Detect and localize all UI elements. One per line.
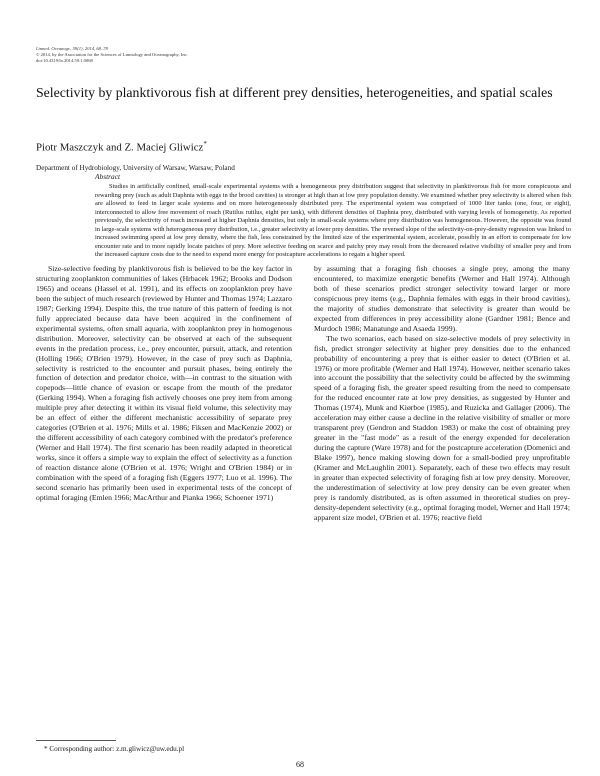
author-line [36,140,207,154]
body-paragraph: The two scenarios, each based on size-selective models of prey selectivity in fish, predict stronger selectivity at higher prey densities due to the enhanced probability of encountering a prey that is either easier to detect (O'Brien et al. 1976) or more profitable (Werner and Hall 1974). However, neither scenario takes into account the possibility that the selectivity could be affected by the swimming speed of a foraging fish, the greater speed resulting from the need to compensate for the reduced encounter rate at low prey densities, as suggested by Hunter and Thomas (1974), Munk and Kiørboe (1985), and Ruzicka and Gallager (2006). The acceleration may either cause a decline in the relative visibility of smaller or more transparent prey (Gendron and Staddon 1983) or make the cost of obtaining prey greater in the "fast mode" as a result of the energy expended for deceleration during the capture (Ware 1978) and for the postcapture acceleration (Domenici and Blake 1997), hence making slowing down for a small-bodied prey unprofitable (Kramer and McLaughlin 2001). Separately, each of these two effects may result in greater than expected selectivity of foraging fish at low prey density. Moreover, the underestimation of selectivity at low prey density can be even greater when prey is randomly distributed, as is often assumed in theoretical studies on prey-density-dependent selectivity (e.g., optimal foraging model, Werner and Hall 1974; apparent size model, O'Brien et al. 1976; reactive field [314,333,570,522]
article-title: Selectivity by planktivorous fish at different prey densities, heterogeneities, and spatial scales [36,85,553,100]
journal-header [36,46,336,64]
copyright-line: © 2014, by the Association for the Sciences of Limnology and Oceanography, Inc. [36,52,188,57]
journal-citation: Limnol. Oceanogr., 59(1), 2014, 68–78 [36,46,108,51]
body-column-left [36,264,292,503]
corresponding-author-footnote: * Corresponding author: z.m.gliwicz@uw.edu.pl [44,745,185,753]
abstract-text: Studies in artificially confined, small-scale experimental systems with a homogeneous prey distribution suggest that selectivity in planktivorous fish for more conspicuous and rewarding prey (such as adult Daphnia with eggs in the brood cavities) is stronger at high than at low prey population density. We examined whether prey selectivity is altered when fish are allowed to feed in larger scale systems and on more heterogeneously distributed prey. The experimental system was comprised of 1000 liter tanks (one, four, or eight), interconnected to allow free movement of roach (Rutilus rutilus, eight per tank), with different densities of Daphnia prey, distributed with varying levels of homogeneity. As reported previously, the selectivity of roach increased at higher Daphnia densities, but only in small-scale systems where prey distribution was homogeneous. However, the opposite was found in large-scale systems with heterogeneous prey distribution, i.e., greater selectivity at lower prey densities. The reversed slope of the selectivity-on-prey-density regression was linked to increased swimming speed at low prey density, where the fish, less constrained by the limited size of the experimental system, accelerate, possibly in an effort to compensate for low encounter rate and to more rapidly locate patches of prey. More selective feeding on scarce and patchy prey may result from the decreased relative visibility of smaller prey and from the increased capture costs due to the need to expend more energy for postcapture accelerations to regain a higher speed. [95,183,571,259]
body-paragraph: by assuming that a foraging fish chooses a single prey, among the many encountered, to maximize energetic benefits (Werner and Hall 1974). Although both of these scenarios predict stronger selectivity toward larger or more conspicuous prey items (e.g., Daphnia females with eggs in their brood cavities), the majority of studies demonstrate that selectivity is greater than would be expected from differences in prey accessibility alone (Gardner 1981; Bence and Murdoch 1986; Manatunge and Asaeda 1999). [314,264,570,333]
body-column-right [314,264,570,523]
footnote-divider [36,740,116,741]
doi-line: doi:10.4319/lo.2014.59.1.0068 [36,58,93,63]
author-affiliation: Department of Hydrobiology, University of Warsaw, Warsaw, Poland [36,164,235,172]
body-paragraph: Size-selective feeding by planktivorous fish is believed to be the key factor in structuring zooplankton communities of lakes (Hrbacek 1962; Brooks and Dodson 1965) and oceans (Hassel et al. 1991), and its effects on zooplankton prey have been the subject of much research (reviewed by Hunter and Thomas 1974; Lazzaro 1987; Gerking 1994). Despite this, the true nature of this pattern of feeding is not fully appreciated because data have been acquired in the confinement of experimental systems, often small aquaria, with zooplankton prey in homogenous distribution. Moreover, selectivity can be observed at each of the subsequent events in the predation process, i.e., prey encounter, pursuit, attack, and retention (Holling 1966; O'Brien 1979). However, in the case of prey such as Daphnia, selectivity is restricted to the encounter and pursuit phases, being entirely the function of detection and predator choice, with—in contrast to the situation with copepods—little chance of evasion or escape from the mouth of the predator (Gerking 1994). When a foraging fish actively chooses one prey item from among multiple prey after detecting it within its visual field volume, this selectivity may be an effect of either the different mechanistic accessibility of separate prey categories (O'Brien et al. 1976; Mills et al. 1986; Fiksen and MacKenzie 2002) or the different accessibility of each category combined with the predator's preference (Werner and Hall 1974). The first scenario has been readily adapted in theoretical works, since it offers a simple way to explain the effect of selectivity as a function of reaction distance alone (O'Brien et al. 1976; Wright and O'Brien 1984) or in combination with the speed of a foraging fish (Eggers 1977; Luo et al. 1996). The second scenario has primarily been used in experimental tests of the concept of optimal foraging (Emlen 1966; MacArthur and Pianka 1966; Schoener 1971) [36,264,292,502]
corresponding-author-mark: * [203,140,207,148]
author-names: Piotr Maszczyk and Z. Maciej Gliwicz [36,141,204,154]
abstract-heading: Abstract [95,172,121,181]
page-number: 68 [296,760,304,769]
